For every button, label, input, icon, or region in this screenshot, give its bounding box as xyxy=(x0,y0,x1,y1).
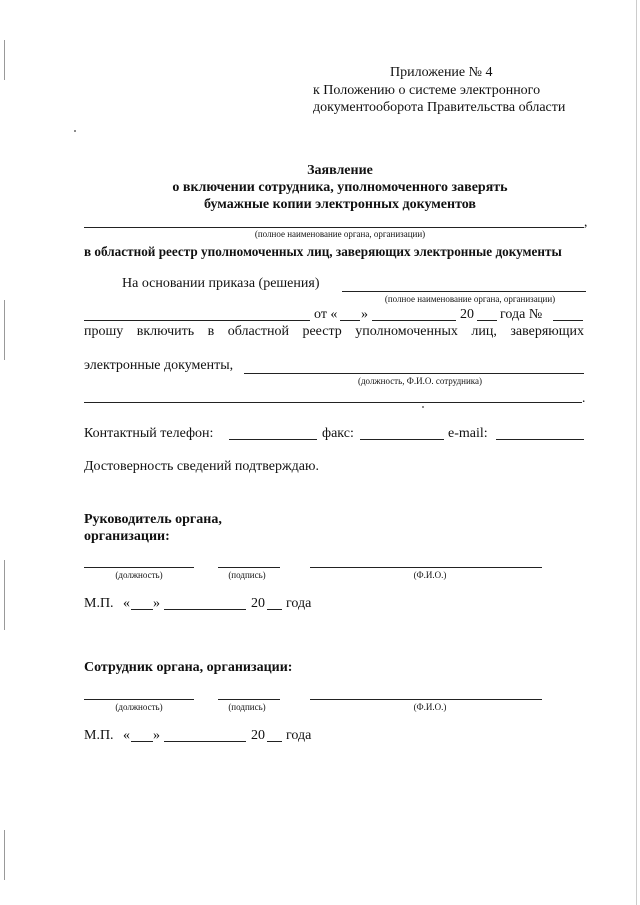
scan-edge-mark xyxy=(4,830,5,880)
order-year-prefix: 20 xyxy=(460,307,474,322)
request-line: прошу включить в областной реестр уполномоченных лиц, заверяющих xyxy=(84,324,584,339)
employee-position-caption: (должность) xyxy=(115,702,163,712)
employee-field-continued xyxy=(84,402,582,403)
employee-position-field xyxy=(84,699,194,700)
employee-year-suffix: года xyxy=(286,728,312,743)
appendix-line-2: документооборота Правительства области xyxy=(313,100,566,115)
org-name-comma: , xyxy=(584,214,588,229)
order-day-field xyxy=(340,320,360,321)
basis-caption: (полное наименование органа, организации) xyxy=(384,294,556,304)
order-date-quote: » xyxy=(361,307,368,322)
email-label: e-mail: xyxy=(448,426,488,441)
scan-edge-mark xyxy=(4,560,5,630)
document-subtitle-1: о включении сотрудника, уполномоченного заверять xyxy=(172,180,508,195)
employee-month-field xyxy=(164,741,246,742)
documents-label: электронные документы, xyxy=(84,358,234,373)
confirmation-text: Достоверность сведений подтверждаю. xyxy=(84,459,319,474)
employee-field-period: . xyxy=(582,390,586,405)
registry-line: в областной реестр уполномоченных лиц, заверяющих электронные документы xyxy=(84,244,562,259)
phone-label: Контактный телефон: xyxy=(84,426,214,441)
employee-field xyxy=(244,373,584,374)
employee-caption: (должность, Ф.И.О. сотрудника) xyxy=(357,376,483,386)
fax-field xyxy=(360,439,444,440)
employee-fio-field xyxy=(310,699,542,700)
employee-year-prefix: 20 xyxy=(251,728,265,743)
employee-seal-label: М.П. xyxy=(84,728,114,743)
head-year-prefix: 20 xyxy=(251,596,265,611)
phone-field xyxy=(229,439,317,440)
head-position-field xyxy=(84,567,194,568)
employee-date-quote-close: » xyxy=(153,728,160,743)
scan-edge-mark xyxy=(4,300,5,360)
head-position-caption: (должность) xyxy=(115,570,163,580)
scan-speck xyxy=(74,130,76,132)
basis-label: На основании приказа (решения) xyxy=(122,276,320,291)
basis-field xyxy=(342,291,586,292)
head-date-quote-close: » xyxy=(153,596,160,611)
head-month-field xyxy=(164,609,246,610)
appendix-line-1: к Положению о системе электронного xyxy=(313,83,541,98)
head-title-line-2: организации: xyxy=(84,529,170,544)
email-field xyxy=(496,439,584,440)
order-number-field xyxy=(553,320,583,321)
scan-speck xyxy=(422,406,424,408)
head-day-field xyxy=(131,609,153,610)
employee-fio-caption: (Ф.И.О.) xyxy=(413,702,447,712)
head-date-quote-open: « xyxy=(123,596,130,611)
employee-year-field xyxy=(267,741,282,742)
head-title-line-1: Руководитель органа, xyxy=(84,512,222,527)
order-issuer-field xyxy=(84,320,310,321)
org-name-caption: (полное наименование органа, организации) xyxy=(254,229,426,239)
head-fio-caption: (Ф.И.О.) xyxy=(413,570,447,580)
employee-signature-caption: (подпись) xyxy=(228,702,266,712)
order-number-label: года № xyxy=(500,307,543,322)
head-signature-field xyxy=(218,567,280,568)
document-subtitle-2: бумажные копии электронных документов xyxy=(204,197,476,212)
scan-edge-mark xyxy=(636,0,637,905)
order-month-field xyxy=(372,320,456,321)
head-seal-label: М.П. xyxy=(84,596,114,611)
head-year-field xyxy=(267,609,282,610)
employee-day-field xyxy=(131,741,153,742)
appendix-title: Приложение № 4 xyxy=(390,65,493,80)
employee-signature-field xyxy=(218,699,280,700)
order-year-field xyxy=(477,320,497,321)
head-signature-caption: (подпись) xyxy=(228,570,266,580)
document-title: Заявление xyxy=(307,163,373,178)
org-name-field xyxy=(84,227,584,228)
scan-edge-mark xyxy=(4,40,5,80)
head-year-suffix: года xyxy=(286,596,312,611)
employee-title: Сотрудник органа, организации: xyxy=(84,660,293,675)
fax-label: факс: xyxy=(322,426,354,441)
head-fio-field xyxy=(310,567,542,568)
employee-date-quote-open: « xyxy=(123,728,130,743)
order-date-from: от « xyxy=(314,307,338,322)
